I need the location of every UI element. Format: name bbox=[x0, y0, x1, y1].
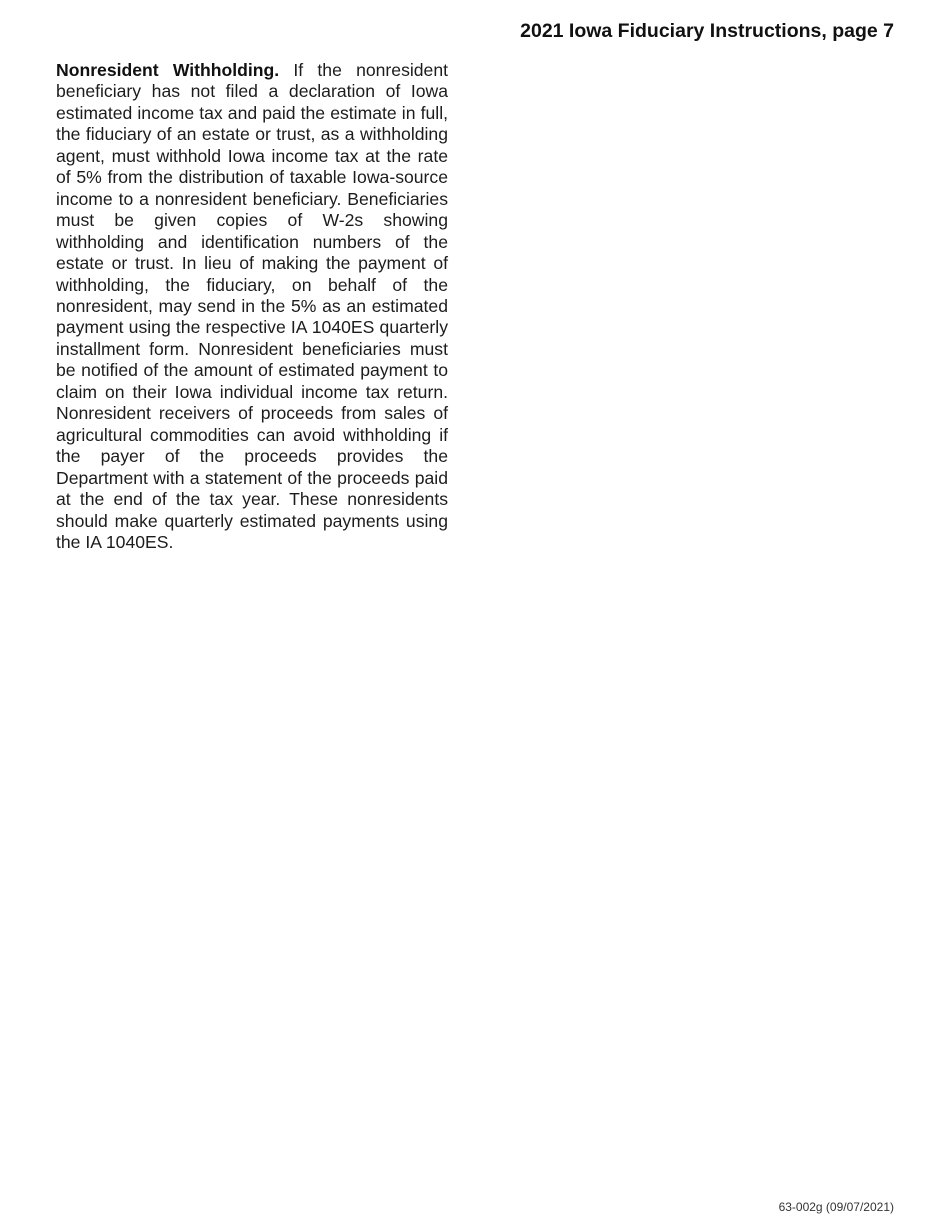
text-column bbox=[56, 60, 448, 553]
form-code: 63-002g (09/07/2021) bbox=[778, 1200, 894, 1214]
page-title: 2021 Iowa Fiduciary Instructions, page 7 bbox=[520, 20, 894, 42]
section-heading: Nonresident Withholding. bbox=[56, 60, 280, 80]
section-body: If the nonresident beneficiary has not filed a declaration of Iowa estimated income tax and paid the estimate in full, the fiduciary of an estate or trust, as a withholding agent, must withhold Iowa income tax at the rate of 5% from the distribution of taxable Iowa-source income to a nonresident beneficiary. Beneficiaries must be given copies of W-2s showing withholding and identification numbers of the estate or trust. In lieu of making the payment of withholding, the fiduciary, on behalf of the nonresident, may send in the 5% as an estimated payment using the respective IA 1040ES quarterly installment form. Nonresident beneficiaries must be notified of the amount of estimated payment to claim on their Iowa individual income tax return. Nonresident receivers of proceeds from sales of agricultural commodities can avoid withholding if the payer of the proceeds provides the Department with a statement of the proceeds paid at the end of the tax year. These nonresidents should make quarterly estimated payments using the IA 1040ES. bbox=[56, 60, 449, 552]
nonresident-withholding-paragraph bbox=[56, 60, 448, 553]
